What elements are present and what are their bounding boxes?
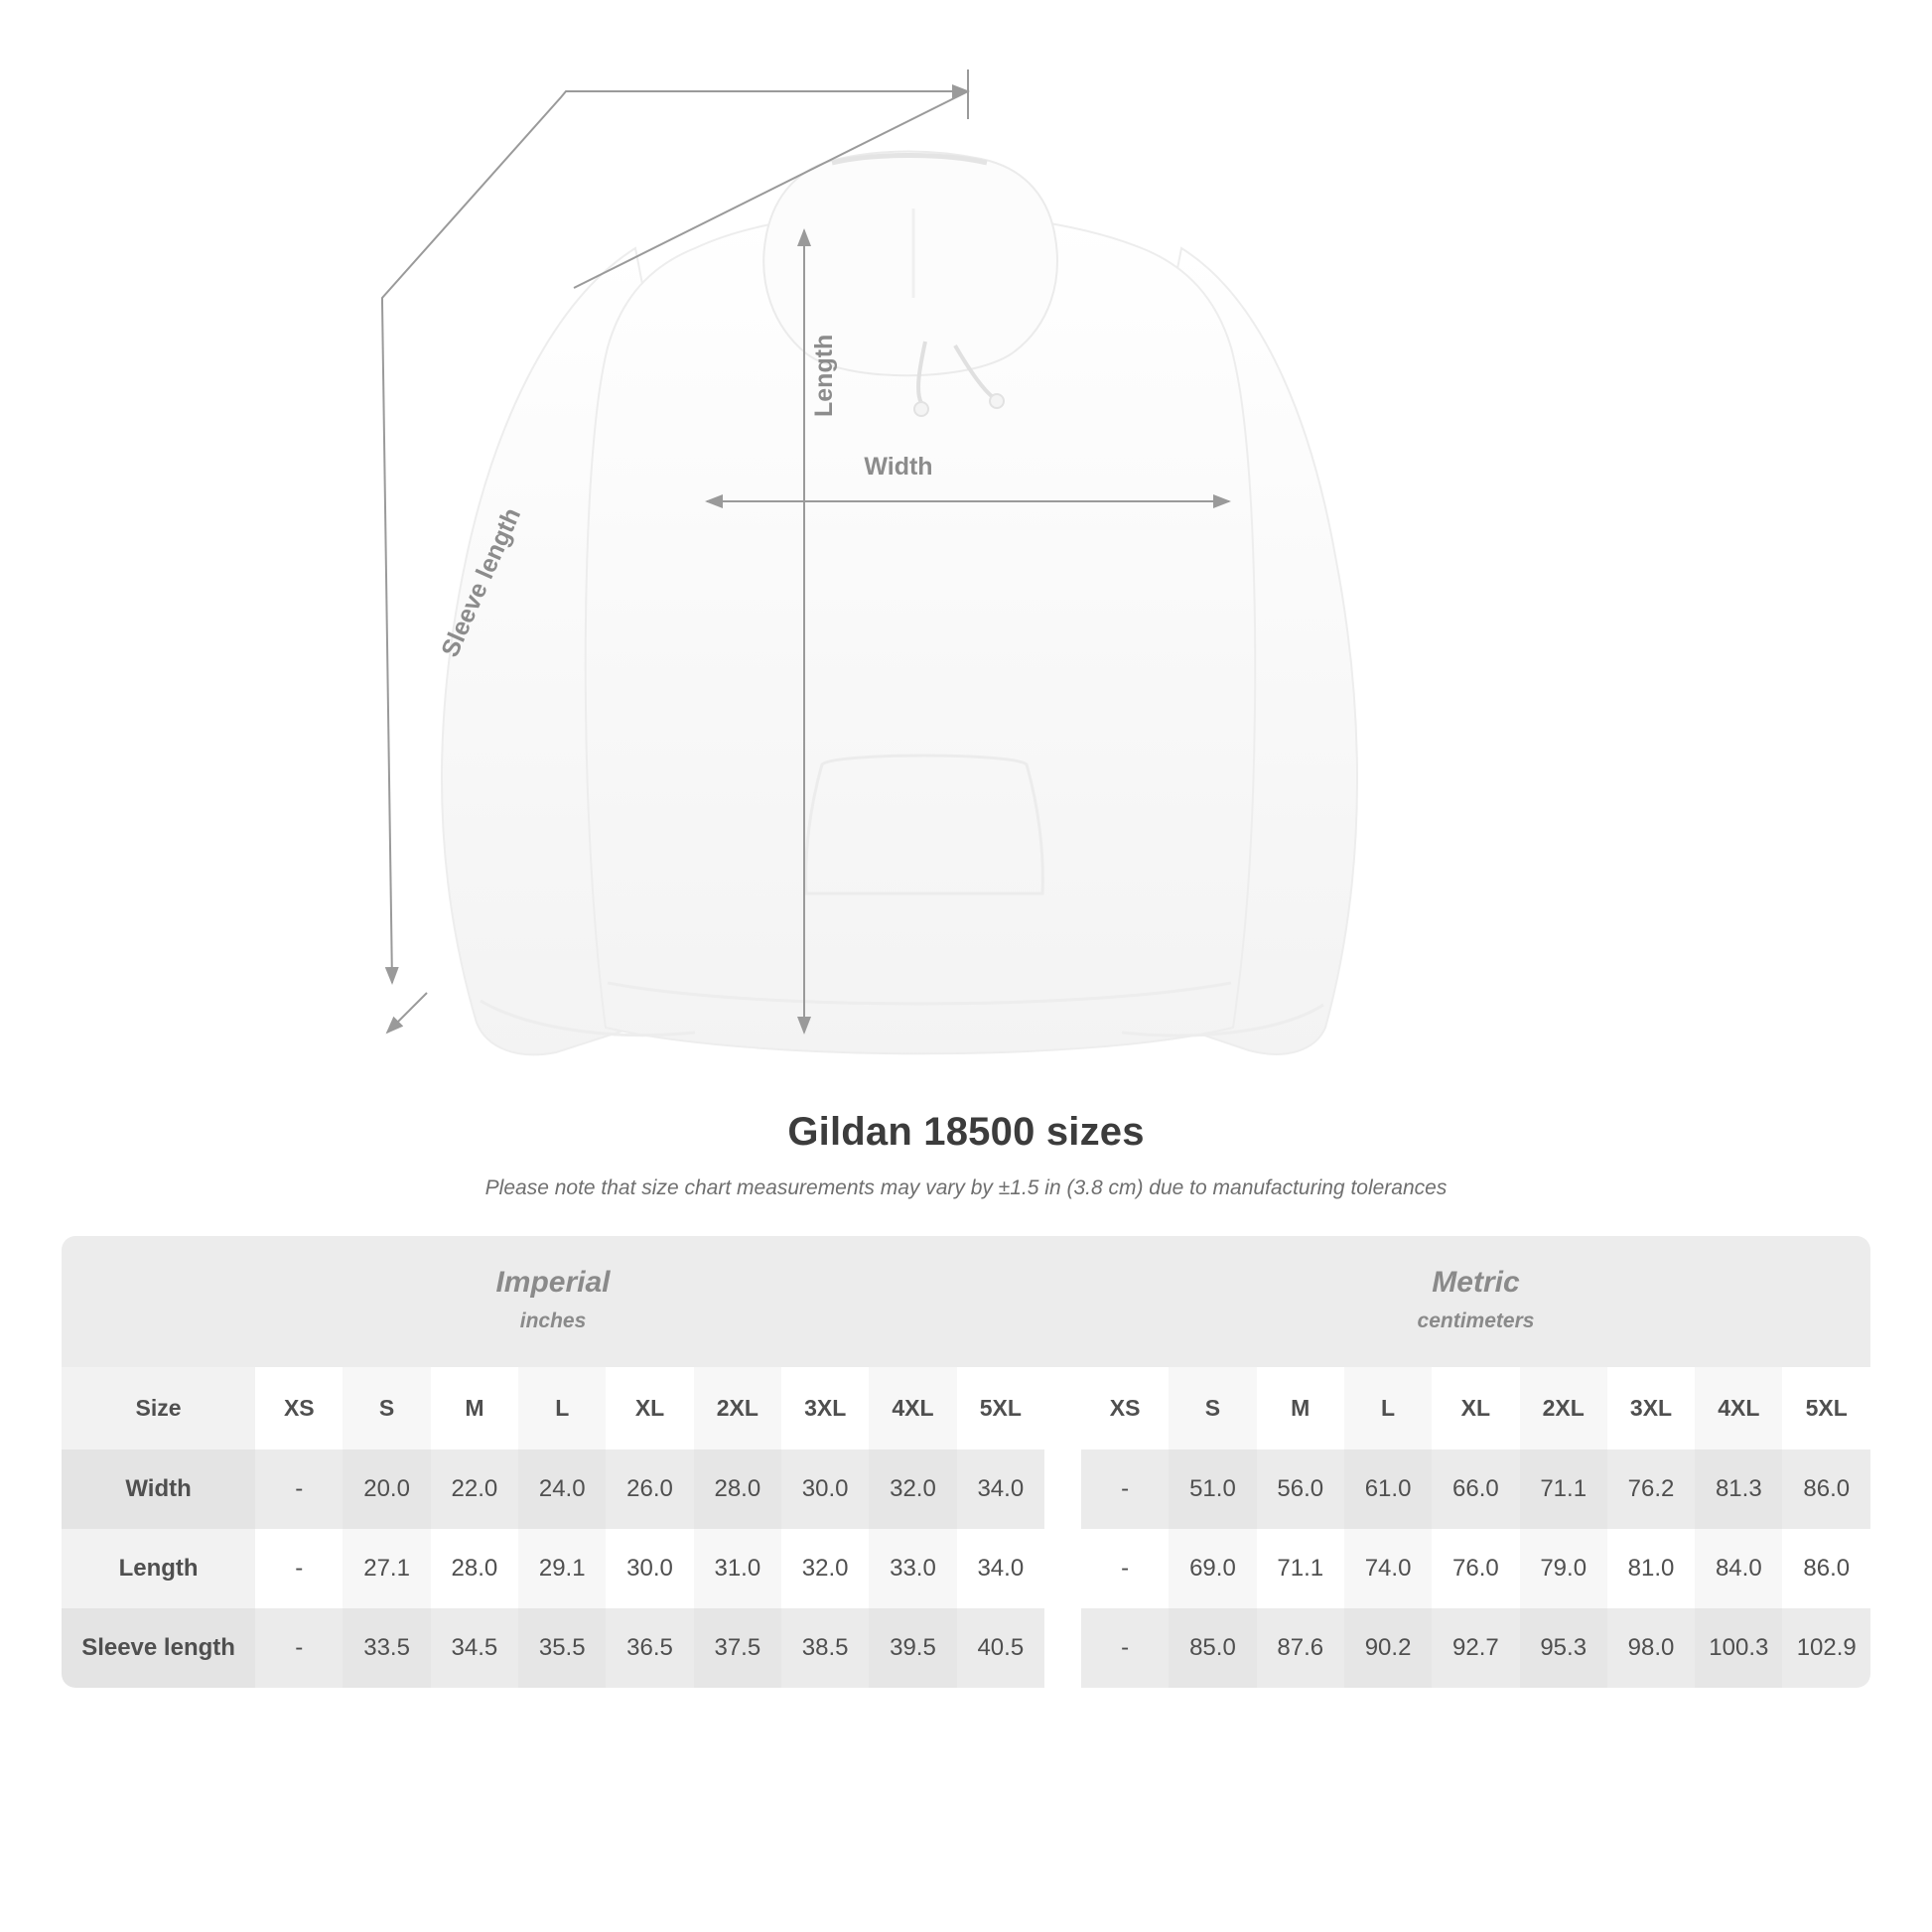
length-metric-5xl: 86.0 <box>1782 1529 1870 1608</box>
chart-header <box>0 1110 1932 1200</box>
length-imperial-m: 28.0 <box>431 1529 518 1608</box>
width-imperial-3xl: 30.0 <box>781 1449 869 1529</box>
length-imperial-xs: - <box>255 1529 343 1608</box>
table-spacer <box>1044 1529 1081 1608</box>
size-header-row <box>62 1367 1870 1449</box>
header-imperial-l: L <box>518 1367 606 1449</box>
size-row-header: Size <box>62 1367 255 1449</box>
page-title: Gildan 18500 sizes <box>787 1110 1145 1154</box>
metric-unit-name: Metric <box>1432 1266 1520 1299</box>
size-table <box>62 1236 1870 1688</box>
sleeve-metric-l: 90.2 <box>1344 1608 1432 1688</box>
header-imperial-2xl: 2XL <box>694 1367 781 1449</box>
width-metric-4xl: 81.3 <box>1695 1449 1782 1529</box>
sleeve-length-label: Sleeve length <box>436 503 527 662</box>
metric-unit-header <box>1081 1236 1870 1367</box>
sleeve-imperial-xl: 36.5 <box>606 1608 693 1688</box>
length-imperial-2xl: 31.0 <box>694 1529 781 1608</box>
length-imperial-s: 27.1 <box>343 1529 430 1608</box>
header-metric-3xl: 3XL <box>1607 1367 1695 1449</box>
sleeve-metric-xs: - <box>1081 1608 1169 1688</box>
length-imperial-5xl: 34.0 <box>957 1529 1044 1608</box>
row-label-sleeve-length: Sleeve length <box>62 1608 255 1688</box>
length-imperial-l: 29.1 <box>518 1529 606 1608</box>
width-imperial-m: 22.0 <box>431 1449 518 1529</box>
width-imperial-5xl: 34.0 <box>957 1449 1044 1529</box>
sleeve-imperial-l: 35.5 <box>518 1608 606 1688</box>
sleeve-metric-3xl: 98.0 <box>1607 1608 1695 1688</box>
length-metric-xs: - <box>1081 1529 1169 1608</box>
width-metric-5xl: 86.0 <box>1782 1449 1870 1529</box>
sleeve-imperial-xs: - <box>255 1608 343 1688</box>
header-metric-l: L <box>1344 1367 1432 1449</box>
header-imperial-3xl: 3XL <box>781 1367 869 1449</box>
hoodie-shape <box>442 152 1357 1055</box>
header-metric-5xl: 5XL <box>1782 1367 1870 1449</box>
imperial-unit-name: Imperial <box>495 1266 611 1299</box>
width-imperial-s: 20.0 <box>343 1449 430 1529</box>
width-imperial-xs: - <box>255 1449 343 1529</box>
length-imperial-xl: 30.0 <box>606 1529 693 1608</box>
width-metric-xl: 66.0 <box>1432 1449 1519 1529</box>
width-metric-3xl: 76.2 <box>1607 1449 1695 1529</box>
header-metric-xs: XS <box>1081 1367 1169 1449</box>
length-metric-l: 74.0 <box>1344 1529 1432 1608</box>
header-imperial-5xl: 5XL <box>957 1367 1044 1449</box>
table-spacer <box>1044 1608 1081 1688</box>
header-metric-m: M <box>1257 1367 1344 1449</box>
sleeve-metric-2xl: 95.3 <box>1520 1608 1607 1688</box>
length-imperial-4xl: 33.0 <box>869 1529 956 1608</box>
length-imperial-3xl: 32.0 <box>781 1529 869 1608</box>
width-label: Width <box>864 453 933 481</box>
row-label-width: Width <box>62 1449 255 1529</box>
header-imperial-xs: XS <box>255 1367 343 1449</box>
header-imperial-s: S <box>343 1367 430 1449</box>
header-metric-xl: XL <box>1432 1367 1519 1449</box>
length-label: Length <box>810 334 838 417</box>
unit-header-row <box>62 1236 1870 1367</box>
width-imperial-4xl: 32.0 <box>869 1449 956 1529</box>
table-row-length <box>62 1529 1870 1608</box>
width-imperial-xl: 26.0 <box>606 1449 693 1529</box>
sleeve-imperial-5xl: 40.5 <box>957 1608 1044 1688</box>
header-metric-4xl: 4XL <box>1695 1367 1782 1449</box>
sleeve-metric-s: 85.0 <box>1169 1608 1256 1688</box>
width-metric-2xl: 71.1 <box>1520 1449 1607 1529</box>
sleeve-imperial-s: 33.5 <box>343 1608 430 1688</box>
imperial-unit-header <box>62 1236 1044 1367</box>
header-metric-s: S <box>1169 1367 1256 1449</box>
imperial-unit-sub: inches <box>519 1310 587 1332</box>
header-imperial-m: M <box>431 1367 518 1449</box>
sleeve-metric-xl: 92.7 <box>1432 1608 1519 1688</box>
sleeve-imperial-2xl: 37.5 <box>694 1608 781 1688</box>
header-imperial-4xl: 4XL <box>869 1367 956 1449</box>
tolerance-note: Please note that size chart measurements may vary by ±1.5 in (3.8 cm) due to manufacturing tolerances <box>484 1176 1448 1199</box>
row-label-length: Length <box>62 1529 255 1608</box>
table-row-width <box>62 1449 1870 1529</box>
width-metric-xs: - <box>1081 1449 1169 1529</box>
width-imperial-2xl: 28.0 <box>694 1449 781 1529</box>
length-metric-xl: 76.0 <box>1432 1529 1519 1608</box>
width-imperial-l: 24.0 <box>518 1449 606 1529</box>
size-table-wrapper <box>62 1236 1870 1688</box>
sleeve-metric-m: 87.6 <box>1257 1608 1344 1688</box>
header-metric-2xl: 2XL <box>1520 1367 1607 1449</box>
length-metric-2xl: 79.0 <box>1520 1529 1607 1608</box>
width-metric-s: 51.0 <box>1169 1449 1256 1529</box>
sleeve-imperial-3xl: 38.5 <box>781 1608 869 1688</box>
sleeve-metric-5xl: 102.9 <box>1782 1608 1870 1688</box>
length-metric-4xl: 84.0 <box>1695 1529 1782 1608</box>
sleeve-imperial-m: 34.5 <box>431 1608 518 1688</box>
length-metric-m: 71.1 <box>1257 1529 1344 1608</box>
length-metric-3xl: 81.0 <box>1607 1529 1695 1608</box>
sleeve-metric-4xl: 100.3 <box>1695 1608 1782 1688</box>
length-metric-s: 69.0 <box>1169 1529 1256 1608</box>
metric-unit-sub: centimeters <box>1417 1310 1535 1332</box>
unit-gap <box>1044 1236 1081 1367</box>
table-row-sleeve-length <box>62 1608 1870 1688</box>
width-metric-m: 56.0 <box>1257 1449 1344 1529</box>
width-metric-l: 61.0 <box>1344 1449 1432 1529</box>
sleeve-imperial-4xl: 39.5 <box>869 1608 956 1688</box>
table-spacer <box>1044 1449 1081 1529</box>
header-imperial-xl: XL <box>606 1367 693 1449</box>
table-spacer <box>1044 1367 1081 1449</box>
